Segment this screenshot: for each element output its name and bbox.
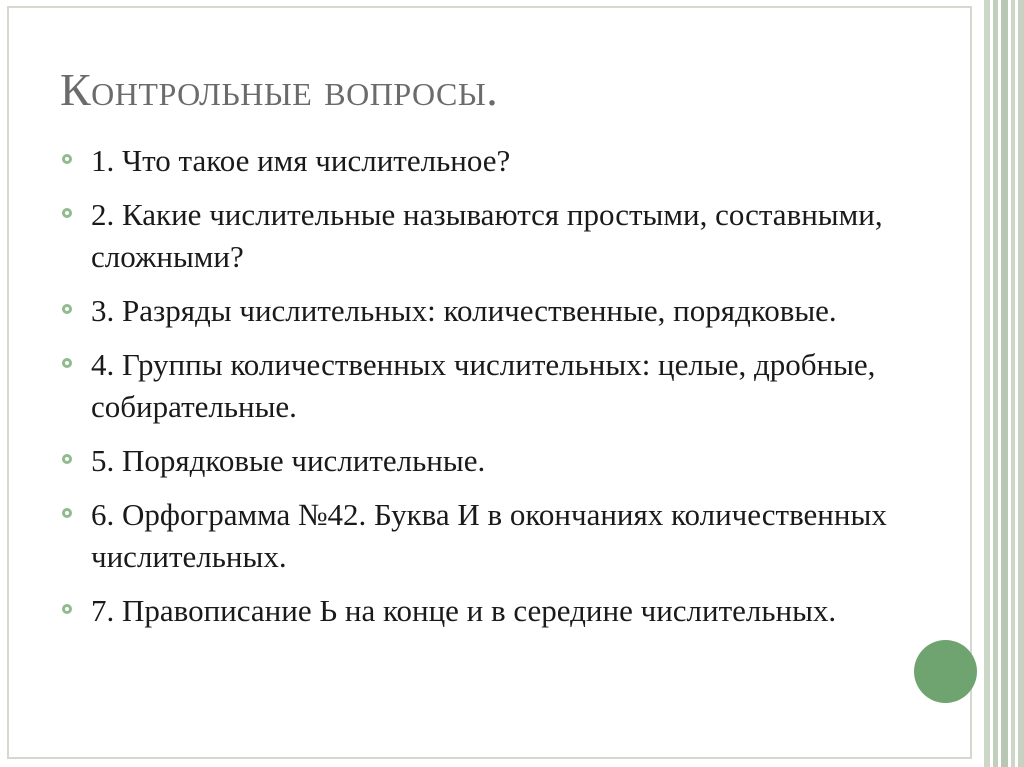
list-item-text: 2. Какие числительные называются простыми, составными, сложными? (91, 197, 883, 274)
list-item-text: 5. Порядковые числительные. (91, 443, 486, 478)
circle-bullet-icon (62, 304, 72, 314)
list-item (60, 590, 920, 632)
stripe (1011, 0, 1015, 767)
slide-title: Контрольные вопросы. (60, 64, 499, 115)
list-item (60, 440, 920, 482)
stripe (984, 0, 990, 767)
list-item-text: 7. Правописание Ь на конце и в середине числительных. (91, 593, 837, 628)
list-item (60, 194, 920, 278)
list-item (60, 140, 920, 182)
list-item (60, 494, 920, 578)
circle-bullet-icon (62, 508, 72, 518)
stripe (993, 0, 998, 767)
circle-bullet-icon (62, 454, 72, 464)
stripe (1001, 0, 1008, 767)
circle-bullet-icon (62, 154, 72, 164)
list-item (60, 344, 920, 428)
stripe (1018, 0, 1024, 767)
list-item (60, 290, 920, 332)
list-item-text: 6. Орфограмма №42. Буква И в окончаниях количественных числительных. (91, 497, 887, 574)
circle-bullet-icon (62, 358, 72, 368)
question-list (60, 140, 920, 644)
decorative-stripes (984, 0, 1024, 767)
list-item-text: 3. Разряды числительных: количественные, порядковые. (91, 293, 837, 328)
list-item-text: 4. Группы количественных числительных: целые, дробные, собирательные. (91, 347, 876, 424)
green-circle-icon (914, 640, 977, 703)
list-item-text: 1. Что такое имя числительное? (91, 143, 511, 178)
circle-bullet-icon (62, 604, 72, 614)
circle-bullet-icon (62, 208, 72, 218)
